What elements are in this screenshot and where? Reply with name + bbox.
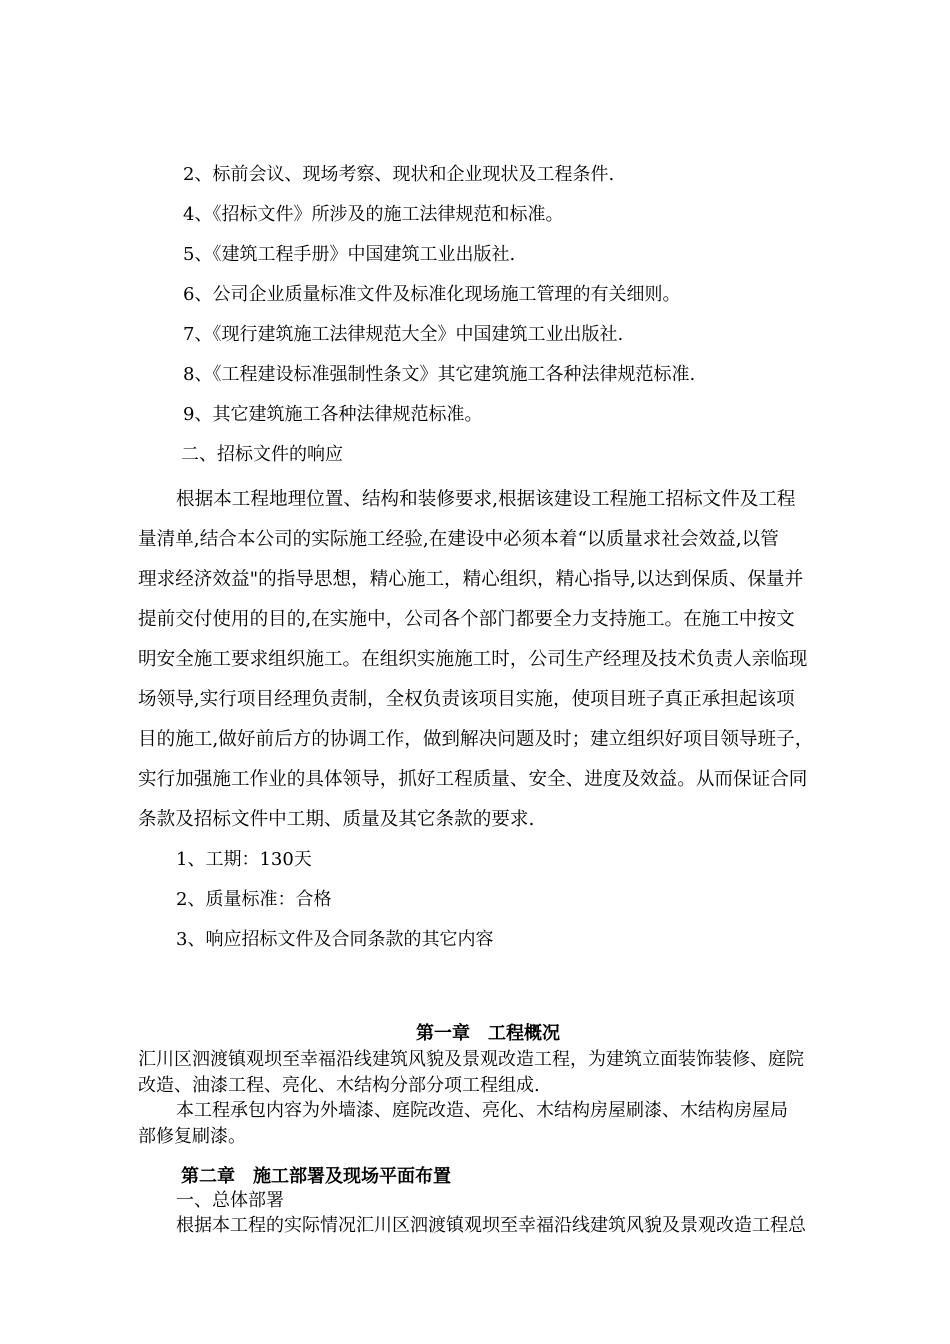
basis-item-8: 8、《工程建设标准强制性条文》其它建筑施工各种法律规范标准. [183, 364, 696, 385]
response-item-quality: 2、质量标准：合格 [176, 889, 332, 910]
chapter1-paragraph-line: 改造、油漆工程、亮化、木结构分部分项工程组成. [138, 1075, 540, 1096]
response-paragraph-line: 目的施工,做好前后方的协调工作，做到解决问题及时；建立组织好项目领导班子， [138, 729, 814, 750]
section-heading-response: 二、招标文件的响应 [181, 444, 343, 465]
response-paragraph-line: 量清单,结合本公司的实际施工经验,在建设中必须本着“以质量求社会效益,以管 [138, 529, 779, 550]
chapter1-paragraph-line: 本工程承包内容为外墙漆、庭院改造、亮化、木结构房屋刷漆、木结构房屋局 [176, 1100, 788, 1121]
response-paragraph-line: 场领导,实行项目经理负责制，全权负责该项目实施，使项目班子真正承担起该项 [138, 689, 795, 710]
response-item-other: 3、响应招标文件及合同条款的其它内容 [176, 929, 494, 950]
response-item-duration: 1、工期：130天 [176, 849, 312, 870]
chapter1-paragraph-line: 部修复刷漆。 [138, 1126, 246, 1147]
basis-item-5: 5、《建筑工程手册》中国建筑工业出版社. [183, 244, 516, 265]
response-paragraph-line: 根据本工程地理位置、结构和装修要求,根据该建设工程施工招标文件及工程 [176, 489, 796, 510]
response-paragraph-line: 实行加强施工作业的具体领导，抓好工程质量、安全、进度及效益。从而保证合同 [138, 769, 808, 790]
response-paragraph-line: 提前交付使用的目的,在实施中，公司各个部门都要全力支持施工。在施工中按文 [138, 609, 795, 630]
basis-item-6: 6、公司企业质量标准文件及标准化现场施工管理的有关细则。 [183, 284, 681, 305]
response-paragraph-line: 条款及招标文件中工期、质量及其它条款的要求. [138, 809, 535, 830]
basis-item-9: 9、其它建筑施工各种法律规范标准。 [183, 404, 483, 425]
chapter1-paragraph-line: 汇川区泗渡镇观坝至幸福沿线建筑风貌及景观改造工程，为建筑立面装饰装修、庭院 [138, 1049, 804, 1070]
basis-item-2: 2、标前会议、现场考察、现状和企业现状及工程条件. [183, 164, 615, 185]
chapter1-title: 第一章 工程概况 [416, 1023, 560, 1044]
chapter2-title: 第二章 施工部署及现场平面布置 [181, 1166, 451, 1187]
chapter2-paragraph-line: 根据本工程的实际情况汇川区泗渡镇观坝至幸福沿线建筑风貌及景观改造工程总 [176, 1215, 806, 1236]
basis-item-7: 7、《现行建筑施工法律规范大全》中国建筑工业出版社. [183, 324, 624, 345]
chapter2-subheading: 一、总体部署 [176, 1190, 284, 1211]
response-paragraph-line: 理求经济效益"的指导思想，精心施工，精心组织，精心指导,以达到保质、保量并 [138, 569, 804, 590]
response-paragraph-line: 明安全施工要求组织施工。在组织实施施工时，公司生产经理及技术负责人亲临现 [138, 649, 808, 670]
basis-item-4: 4、《招标文件》所涉及的施工法律规范和标准。 [183, 204, 564, 225]
